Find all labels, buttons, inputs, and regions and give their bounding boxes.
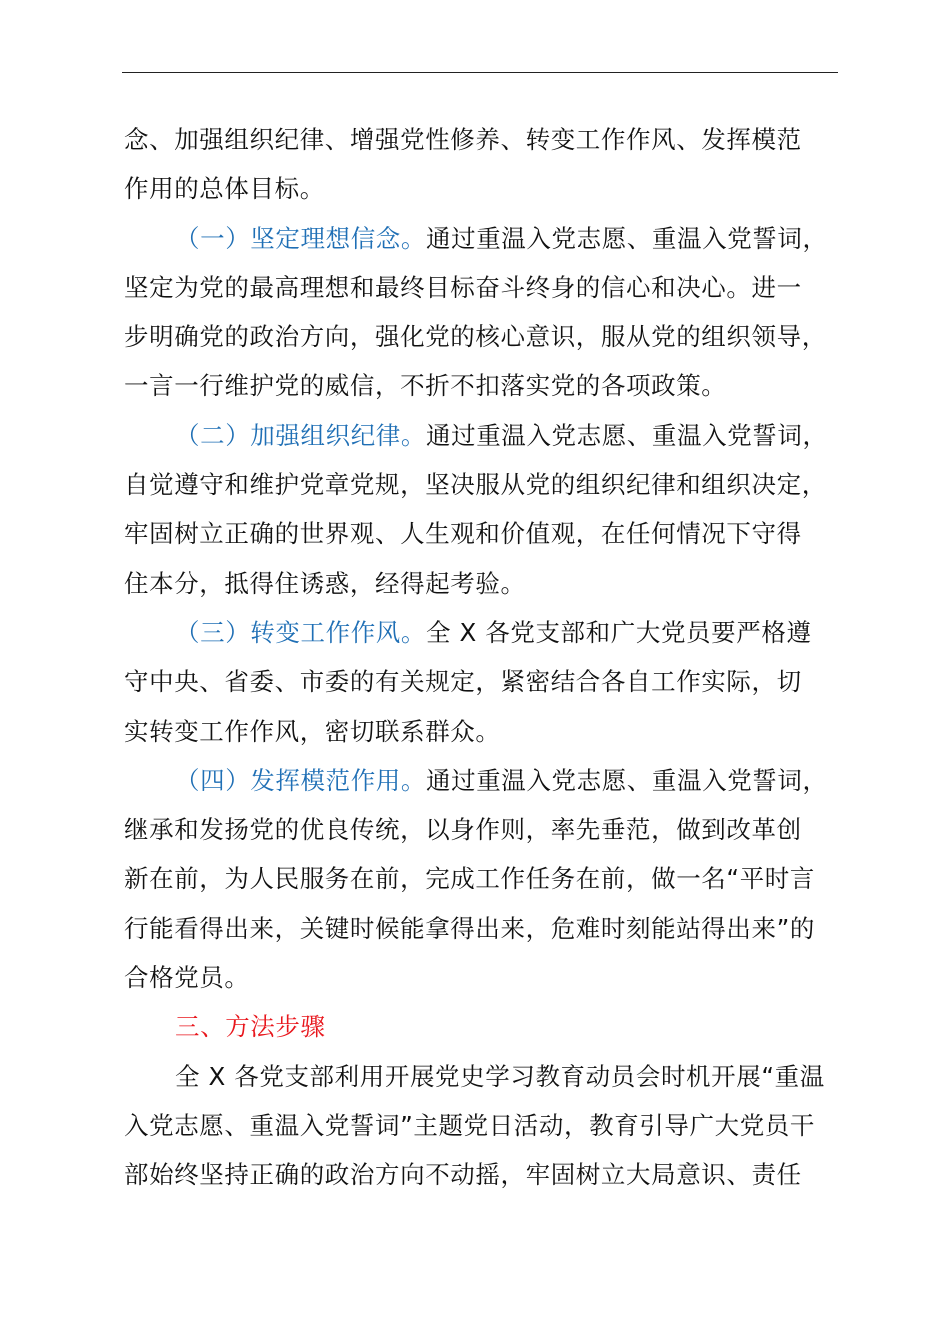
text-run: 通过重温入党志愿、重温入党誓词，: [426, 223, 828, 253]
subheading-title: （三）转变工作作风。: [175, 617, 426, 647]
text-run: 通过重温入党志愿、重温入党誓词，: [426, 420, 828, 450]
text-line: 行能看得出来，关键时候能拿得出来，危难时刻能站得出来”的: [124, 913, 815, 943]
text-line: 作用的总体目标。: [124, 174, 325, 204]
text-line: 一言一行维护党的威信，不折不扣落实党的各项政策。: [124, 371, 727, 401]
subheading-title: （二）加强组织纪律。: [175, 420, 426, 450]
subheading-line: [124, 411, 864, 460]
text-line: 实转变工作作风，密切联系群众。: [124, 716, 501, 746]
text-line: 步明确党的政治方向，强化党的核心意识，服从党的组织领导，: [124, 322, 827, 352]
subheading-line: [124, 756, 864, 805]
text-line: 入党志愿、重温入党誓词”主题党日活动，教育引导广大党员干: [124, 1110, 815, 1140]
text-line: 全 X 各党支部利用开展党史学习教育动员会时机开展“重温: [175, 1061, 825, 1091]
text-line: 自觉遵守和维护党章党规，坚决服从党的组织纪律和组织决定，: [124, 470, 827, 500]
text-line: 守中央、省委、市委的有关规定，紧密结合各自工作实际，切: [124, 667, 802, 697]
section-heading: 三、方法步骤: [175, 1012, 326, 1042]
text-line: 继承和发扬党的优良传统，以身作则，率先垂范，做到改革创: [124, 815, 802, 845]
text-line: 坚定为党的最高理想和最终目标奋斗终身的信心和决心。进一: [124, 272, 802, 302]
text-line: 新在前，为人民服务在前，完成工作任务在前，做一名“平时言: [124, 864, 815, 894]
text-run: 通过重温入党志愿、重温入党誓词，: [426, 765, 828, 795]
text-line: 牢固树立正确的世界观、人生观和价值观，在任何情况下守得: [124, 519, 802, 549]
subheading-title: （四）发挥模范作用。: [175, 765, 426, 795]
document-body: [124, 115, 864, 1200]
subheading-line: [124, 214, 864, 263]
text-line: 念、加强组织纪律、增强党性修养、转变工作作风、发挥模范: [124, 125, 802, 154]
subheading-title: （一）坚定理想信念。: [175, 223, 426, 253]
header-rule: [122, 72, 838, 73]
text-line: 合格党员。: [124, 963, 250, 993]
subheading-line: [124, 608, 864, 657]
text-line: 住本分，抵得住诱惑，经得起考验。: [124, 568, 526, 598]
text-line: 部始终坚持正确的政治方向不动摇，牢固树立大局意识、责任: [124, 1160, 802, 1190]
text-run: 全 X 各党支部和广大党员要严格遵: [426, 617, 812, 647]
